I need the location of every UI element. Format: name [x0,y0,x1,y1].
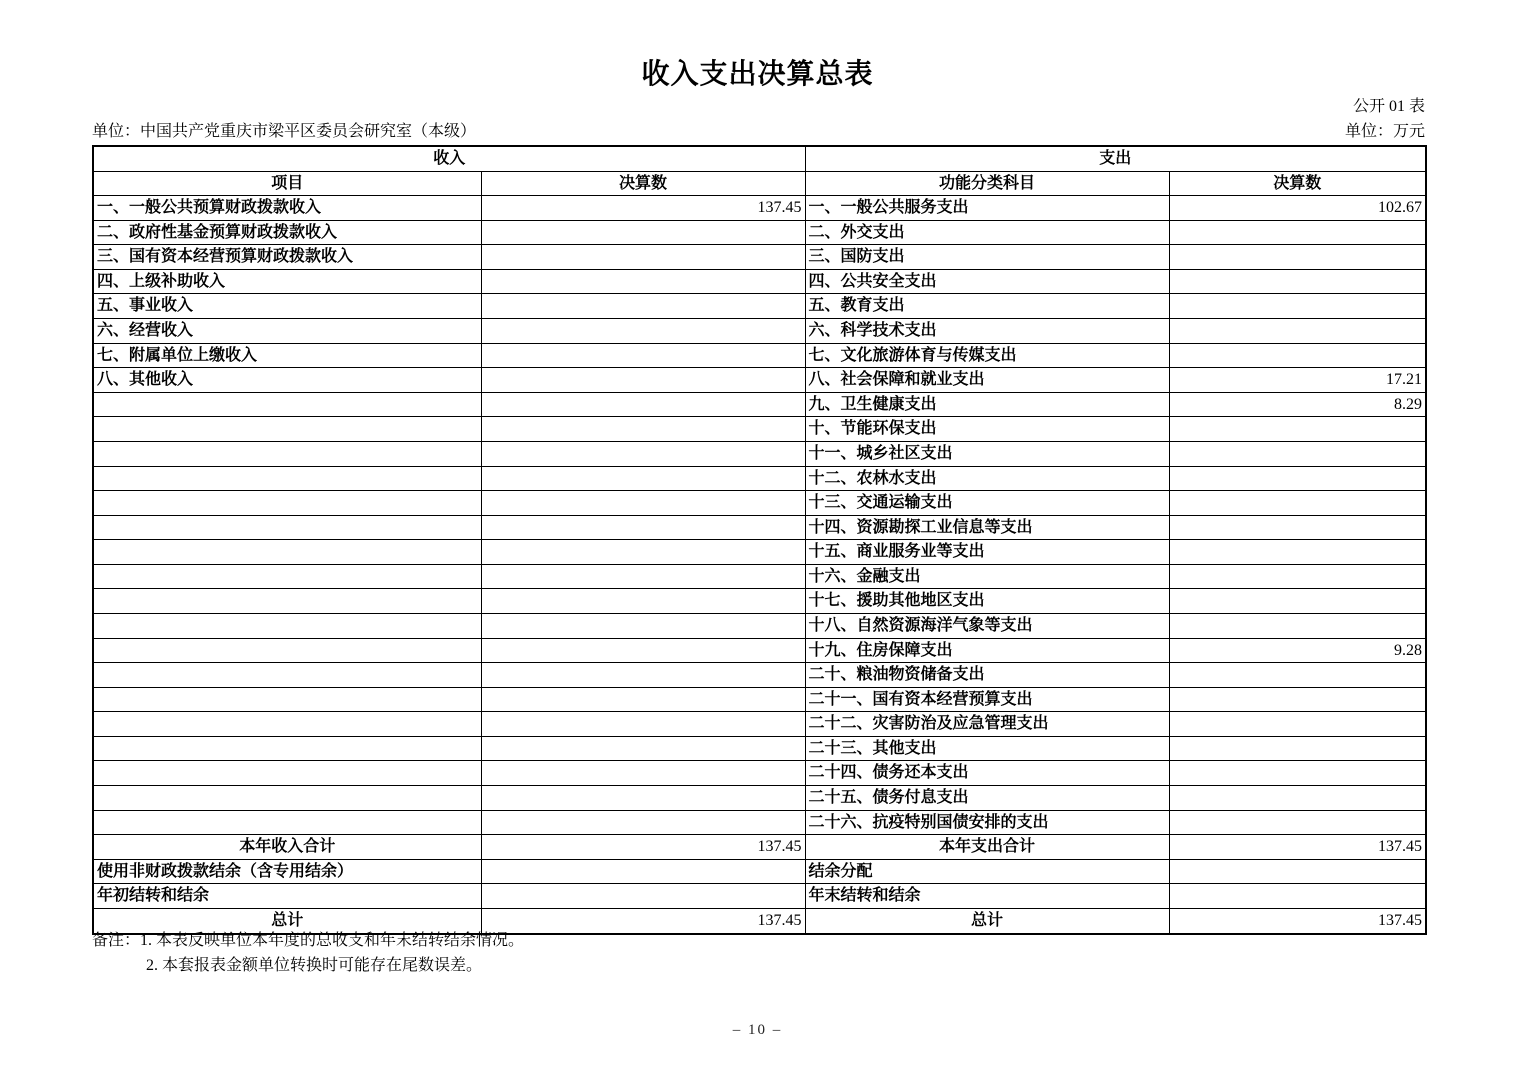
expenditure-summary-label: 总计 [805,908,1169,933]
income-item-value [481,220,805,245]
table-row [93,540,1426,565]
page-number: – 10 – [732,1022,783,1038]
income-item-label [93,564,481,589]
expenditure-item-value [1169,319,1426,344]
table-code: 公开 01 表 [1352,98,1425,115]
expenditure-summary-label: 本年支出合计 [805,835,1169,860]
income-summary-label: 总计 [93,908,481,933]
table-row [93,736,1426,761]
expenditure-item-value: 17.21 [1169,368,1426,393]
income-item-label [93,540,481,565]
expenditure-item-label: 二十五、债务付息支出 [805,786,1169,811]
income-amount-column-header: 决算数 [481,171,805,196]
expenditure-item-label: 三、国防支出 [805,245,1169,270]
expenditure-item-value [1169,491,1426,516]
expenditure-item-label: 十八、自然资源海洋气象等支出 [805,613,1169,638]
table-row [93,466,1426,491]
expenditure-item-label: 五、教育支出 [805,294,1169,319]
expenditure-item-label: 十、节能环保支出 [805,417,1169,442]
income-item-value [481,638,805,663]
meta-row [92,118,1425,141]
expenditure-item-value [1169,466,1426,491]
expenditure-item-value [1169,761,1426,786]
expenditure-item-label: 十一、城乡社区支出 [805,441,1169,466]
table-row [93,491,1426,516]
note-line-2 [92,953,524,978]
expenditure-item-value [1169,736,1426,761]
expenditure-summary-value: 137.45 [1169,908,1426,933]
income-item-label: 七、附属单位上缴收入 [93,343,481,368]
income-item-value [481,613,805,638]
expenditure-item-label: 十五、商业服务业等支出 [805,540,1169,565]
income-item-value [481,663,805,688]
table-row [93,196,1426,221]
table-row [93,515,1426,540]
expenditure-summary-value [1169,884,1426,909]
table-row [93,392,1426,417]
final-accounts-table [92,145,1427,935]
notes-prefix: 备注： [92,932,141,949]
expenditure-section-header: 支出 [805,146,1426,171]
table-row [93,613,1426,638]
table-row [93,687,1426,712]
expenditure-item-value [1169,564,1426,589]
income-item-label [93,663,481,688]
note-text-1: 1. 本表反映单位本年度的总收支和年末结转结余情况。 [140,932,525,949]
income-item-value [481,269,805,294]
unit-money: 单位：万元 [1344,123,1425,140]
income-item-label: 一、一般公共预算财政拨款收入 [93,196,481,221]
income-item-value [481,294,805,319]
income-item-label [93,786,481,811]
expenditure-item-value [1169,712,1426,737]
table-row [93,220,1426,245]
table-row [93,564,1426,589]
income-item-value [481,687,805,712]
table-row [93,319,1426,344]
income-item-value [481,540,805,565]
income-item-value [481,392,805,417]
income-summary-value [481,859,805,884]
expenditure-item-label: 十六、金融支出 [805,564,1169,589]
income-item-value [481,761,805,786]
income-item-label: 五、事业收入 [93,294,481,319]
income-item-value [481,589,805,614]
income-item-label: 八、其他收入 [93,368,481,393]
expenditure-item-label: 十九、住房保障支出 [805,638,1169,663]
expenditure-item-label: 九、卫生健康支出 [805,392,1169,417]
income-item-label [93,810,481,835]
expenditure-item-value [1169,589,1426,614]
income-item-value [481,491,805,516]
expenditure-item-label: 二十二、灾害防治及应急管理支出 [805,712,1169,737]
table-row [93,294,1426,319]
expenditure-item-value [1169,515,1426,540]
column-header-row [93,171,1426,196]
expenditure-item-value [1169,441,1426,466]
income-item-value [481,564,805,589]
table-row [93,441,1426,466]
expenditure-item-value: 102.67 [1169,196,1426,221]
page-title: 收入支出决算总表 [641,59,874,90]
expenditure-item-label: 二十一、国有资本经营预算支出 [805,687,1169,712]
expenditure-item-column-header: 功能分类科目 [805,171,1169,196]
expenditure-summary-label: 结余分配 [805,859,1169,884]
expenditure-item-label: 六、科学技术支出 [805,319,1169,344]
note-text-2: 2. 本套报表金额单位转换时可能存在尾数误差。 [146,957,483,974]
table-row [93,761,1426,786]
income-item-label [93,638,481,663]
expenditure-summary-label: 年末结转和结余 [805,884,1169,909]
expenditure-item-label: 二十六、抗疫特别国债安排的支出 [805,810,1169,835]
income-item-value [481,441,805,466]
expenditure-summary-value [1169,859,1426,884]
expenditure-item-label: 二十四、债务还本支出 [805,761,1169,786]
table-row [93,712,1426,737]
income-item-label: 四、上级补助收入 [93,269,481,294]
expenditure-item-value [1169,269,1426,294]
summary-row [93,835,1426,860]
income-item-value [481,245,805,270]
table-row [93,810,1426,835]
table-row [93,786,1426,811]
income-item-label [93,687,481,712]
expenditure-item-label: 七、文化旅游体育与传媒支出 [805,343,1169,368]
income-item-value [481,786,805,811]
expenditure-item-label: 八、社会保障和就业支出 [805,368,1169,393]
expenditure-item-label: 二十、粮油物资储备支出 [805,663,1169,688]
expenditure-item-label: 二十三、其他支出 [805,736,1169,761]
summary-row [93,859,1426,884]
table-row [93,638,1426,663]
table-row [93,343,1426,368]
income-item-label: 六、经营收入 [93,319,481,344]
expenditure-item-label: 一、一般公共服务支出 [805,196,1169,221]
expenditure-item-value [1169,540,1426,565]
summary-row [93,884,1426,909]
income-item-label [93,613,481,638]
expenditure-item-value [1169,810,1426,835]
income-item-value [481,712,805,737]
income-summary-label: 本年收入合计 [93,835,481,860]
table-row [93,417,1426,442]
income-summary-value [481,884,805,909]
income-item-value [481,417,805,442]
expenditure-item-label: 四、公共安全支出 [805,269,1169,294]
income-item-label: 三、国有资本经营预算财政拨款收入 [93,245,481,270]
note-line-1 [92,928,524,953]
unit-name: 单位：中国共产党重庆市梁平区委员会研究室（本级） [92,123,477,140]
income-summary-value: 137.45 [481,908,805,933]
expenditure-item-value [1169,343,1426,368]
expenditure-item-label: 十七、援助其他地区支出 [805,589,1169,614]
income-item-label [93,761,481,786]
table-row [93,663,1426,688]
table-row [93,368,1426,393]
expenditure-item-value [1169,220,1426,245]
expenditure-item-value: 8.29 [1169,392,1426,417]
income-item-value [481,368,805,393]
expenditure-item-value [1169,786,1426,811]
income-item-label [93,417,481,442]
notes [92,928,524,978]
income-summary-label: 使用非财政拨款结余（含专用结余） [93,859,481,884]
income-item-value: 137.45 [481,196,805,221]
income-item-column-header: 项目 [93,171,481,196]
table-row [93,589,1426,614]
income-summary-value: 137.45 [481,835,805,860]
expenditure-item-value: 9.28 [1169,638,1426,663]
account-table-body [93,196,1426,934]
income-item-value [481,319,805,344]
income-item-value [481,810,805,835]
expenditure-item-value [1169,245,1426,270]
expenditure-summary-value: 137.45 [1169,835,1426,860]
expenditure-item-label: 十二、农林水支出 [805,466,1169,491]
expenditure-amount-column-header: 决算数 [1169,171,1426,196]
income-item-value [481,736,805,761]
income-item-label [93,441,481,466]
expenditure-item-label: 二、外交支出 [805,220,1169,245]
expenditure-item-value [1169,663,1426,688]
income-summary-label: 年初结转和结余 [93,884,481,909]
income-item-value [481,515,805,540]
expenditure-item-value [1169,294,1426,319]
income-section-header: 收入 [93,146,805,171]
income-item-value [481,343,805,368]
income-item-label [93,589,481,614]
table-row [93,269,1426,294]
expenditure-item-value [1169,613,1426,638]
expenditure-item-label: 十四、资源勘探工业信息等支出 [805,515,1169,540]
expenditure-item-value [1169,687,1426,712]
income-item-label [93,392,481,417]
income-item-label [93,491,481,516]
expenditure-item-value [1169,417,1426,442]
income-item-label: 二、政府性基金预算财政拨款收入 [93,220,481,245]
expenditure-item-label: 十三、交通运输支出 [805,491,1169,516]
section-header-row [93,146,1426,171]
income-item-label [93,515,481,540]
income-item-label [93,466,481,491]
income-item-label [93,736,481,761]
income-item-value [481,466,805,491]
table-row [93,245,1426,270]
income-item-label [93,712,481,737]
